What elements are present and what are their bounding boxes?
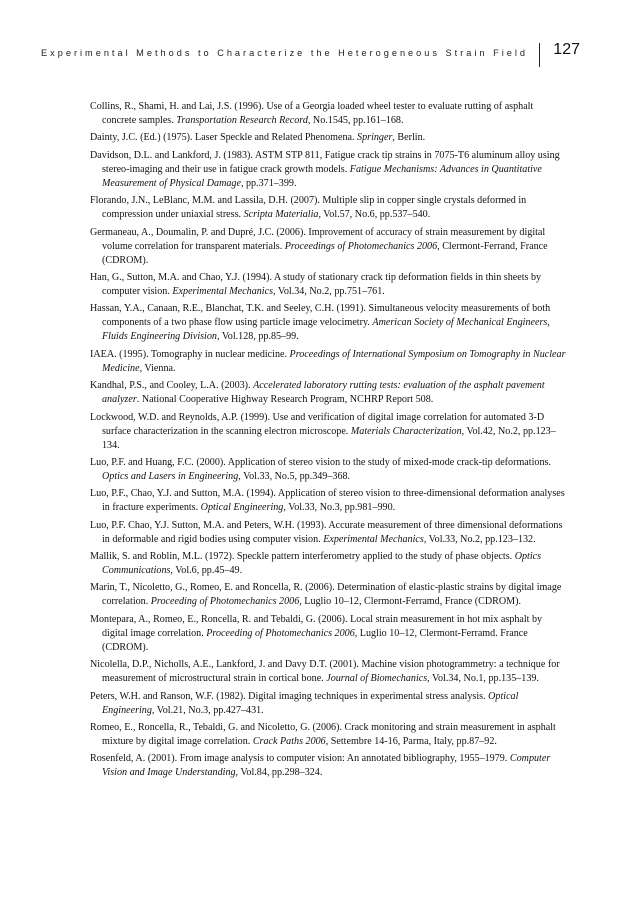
reference-item: Kandhal, P.S., and Cooley, L.A. (2003). Accelerated laboratory rutting tests: evaluation of the asphalt pavement analyzer. National Cooperative Highway Research Program, NCHRP Report 508. bbox=[90, 380, 545, 406]
reference-item: Germaneau, A., Doumalin, P. and Dupré, J.C. (2006). Improvement of accuracy of strain measurement by digital volume correlation for transparent materials. Proceedings of Photomechanics 2006, Clermont-Ferrand, France (CDROM). bbox=[90, 226, 548, 266]
reference-item: Rosenfeld, A. (2001). From image analysis to computer vision: An annotated bibliography, 1955–1979. Computer Vision and Image Understanding, Vol.84, pp.298–324. bbox=[90, 753, 551, 779]
reference-item: Collins, R., Shami, H. and Lai, J.S. (1996). Use of a Georgia loaded wheel tester to evaluate rutting of asphalt concrete samples. Transportation Research Record, No.1545, pp.161–168. bbox=[90, 101, 534, 126]
reference-item: Luo, P.F., Chao, Y.J. and Sutton, M.A. (1994). Application of stereo vision to three-dimensional deformation analyses in fracture experiments. Optical Engineering, Vol.33, No.3, pp.981–990. bbox=[90, 488, 565, 514]
running-header bbox=[41, 40, 580, 70]
reference-item: Romeo, E., Roncella, R., Tebaldi, G. and Nicoletto, G. (2006). Crack monitoring and strain measurement in asphalt mixture by digital image correlation. Crack Paths 2006, Settembre 14-16, Parma, Italy, pp.87–92. bbox=[90, 722, 556, 748]
reference-item: Montepara, A., Romeo, E., Roncella, R. and Tebaldi, G. (2006). Local strain measurement in hot mix asphalt by digital image correlation. Proceeding of Photomechanics 2006, Luglio 10–12, Clermont-Ferramd. France (CDROM). bbox=[90, 613, 543, 653]
reference-item: Davidson, D.L. and Lankford, J. (1983). ASTM STP 811, Fatigue crack tip strains in 7075-T6 aluminum alloy using stereo-imaging and their use in fatigue crack growth models. Fatigue Mechanisms: Advances in Quantitative Measurement of Physical Damage, pp.371–399. bbox=[90, 149, 560, 189]
header-divider bbox=[539, 43, 540, 67]
reference-item: Nicolella, D.P., Nicholls, A.E., Lankford, J. and Davy D.T. (2001). Machine vision photogrammetry: a technique for measurement of microstructural strain in cortical bone. Journal of Biomechanics, Vol.34, No.1, pp.135–139. bbox=[90, 659, 560, 685]
page-number: 127 bbox=[553, 41, 580, 58]
reference-item: Peters, W.H. and Ranson, W.F. (1982). Digital imaging techniques in experimental stress analysis. Optical Engineering, Vol.21, No.3, pp.427–431. bbox=[90, 690, 519, 716]
reference-item: Han, G., Sutton, M.A. and Chao, Y.J. (1994). A study of stationary crack tip deformation fields in thin sheets by computer vision. Experimental Mechanics, Vol.34, No.2, pp.751–761. bbox=[90, 271, 542, 297]
running-title: Experimental Methods to Characterize the Heterogeneous Strain Field bbox=[41, 48, 528, 58]
reference-item: Mallik, S. and Roblin, M.L. (1972). Speckle pattern interferometry applied to the study of phase objects. Optics Communications, Vol.6, pp.45–49. bbox=[90, 551, 542, 577]
reference-item: IAEA. (1995). Tomography in nuclear medicine. Proceedings of International Symposium on Tomography in Nuclear Medicine, Vienna. bbox=[90, 348, 566, 374]
reference-item: Luo, P.F. and Huang, F.C. (2000). Application of stereo vision to the study of mixed-mode crack-tip deformations. Optics and Lasers in Engineering, Vol.33, No.5, pp.349–368. bbox=[90, 456, 551, 482]
reference-list bbox=[90, 100, 568, 784]
reference-item: Lockwood, W.D. and Reynolds, A.P. (1999). Use and verification of digital image correlation for automated 3-D surface characterization in the scanning electron microscope. Materials Characterization, Vol.42, No.2, pp.123–134. bbox=[90, 411, 556, 451]
reference-item: Luo, P.F. Chao, Y.J. Sutton, M.A. and Peters, W.H. (1993). Accurate measurement of three dimensional deformations in deformable and rigid bodies using computer vision. Experimental Mechanics, Vol.33, No.2, pp.123–132. bbox=[90, 519, 563, 545]
reference-item: Hassan, Y.A., Canaan, R.E., Blanchat, T.K. and Seeley, C.H. (1991). Simultaneous velocity measurements of both components of a two phase flow using particle image velocimetry. American Society of Mechanical Engineers, Fluids Engineering Division, Vol.128, pp.85–99. bbox=[90, 303, 551, 343]
reference-item: Florando, J.N., LeBlanc, M.M. and Lassila, D.H. (2007). Multiple slip in copper single crystals deformed in compression under uniaxial stress. Scripta Materialia, Vol.57, No.6, pp.537–540. bbox=[90, 195, 527, 221]
reference-item: Dainty, J.C. (Ed.) (1975). Laser Speckle and Related Phenomena. Springer, Berlin. bbox=[90, 132, 426, 144]
reference-item: Marin, T., Nicoletto, G., Romeo, E. and Roncella, R. (2006). Determination of elastic-plastic strains by digital image correlation. Proceeding of Photomechanics 2006, Luglio 10–12, Clermont-Ferramd, France (CDROM). bbox=[90, 582, 562, 608]
